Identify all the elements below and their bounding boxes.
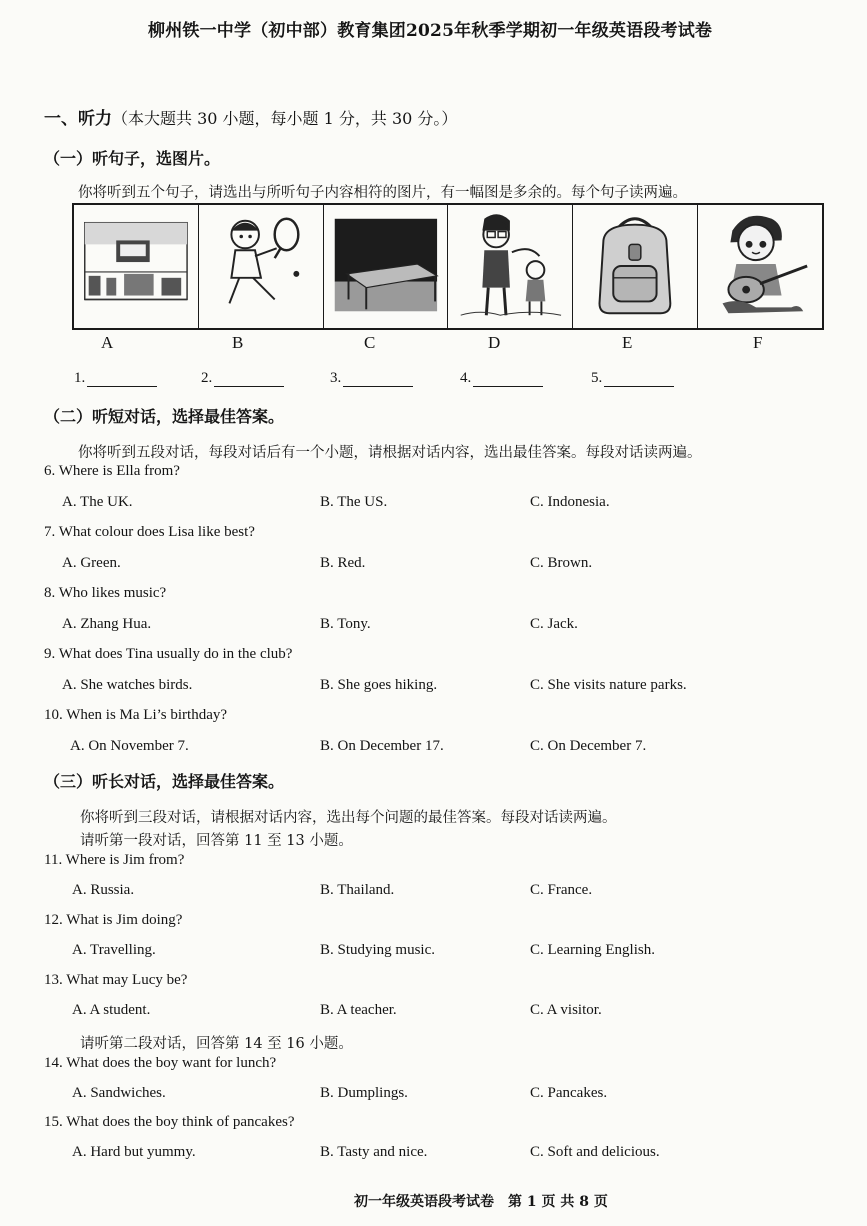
option-6c[interactable]: C. Indonesia. <box>530 494 610 510</box>
option-8b[interactable]: B. Tony. <box>320 616 371 632</box>
option-8c[interactable]: C. Jack. <box>530 616 578 632</box>
blank-line[interactable] <box>214 371 284 387</box>
option-12c[interactable]: C. Learning English. <box>530 942 655 958</box>
picture-c <box>324 205 449 328</box>
building-icon <box>74 205 198 328</box>
picture-label-c: C <box>364 333 376 352</box>
section3-sub-instruction-2: 请听第二段对话，回答第 14 至 16 小题。 <box>80 1036 353 1052</box>
tennis-girl-icon <box>199 205 323 328</box>
option-11b[interactable]: B. Thailand. <box>320 882 395 898</box>
option-7c[interactable]: C. Brown. <box>530 555 593 571</box>
picture-label-a: A <box>101 333 114 352</box>
question-9: 9. What does Tina usually do in the club? <box>44 646 293 662</box>
answer-blank-number: 4. <box>460 370 472 386</box>
option-13b[interactable]: B. A teacher. <box>320 1002 397 1018</box>
option-10a[interactable]: A. On November 7. <box>70 738 189 754</box>
picture-label-d: D <box>488 333 501 352</box>
option-9b[interactable]: B. She goes hiking. <box>320 677 438 693</box>
picture-d <box>448 205 573 328</box>
option-14c[interactable]: C. Pancakes. <box>530 1085 608 1101</box>
option-9c[interactable]: C. She visits nature parks. <box>530 677 687 693</box>
question-10: 10. When is Ma Li’s birthday? <box>44 707 228 723</box>
blank-line[interactable] <box>87 371 157 387</box>
option-15b[interactable]: B. Tasty and nice. <box>320 1144 428 1160</box>
part-heading-label: 一、听力 <box>44 109 112 129</box>
answer-blank-5[interactable] <box>591 370 674 387</box>
option-11a[interactable]: A. Russia. <box>72 882 135 898</box>
option-9a[interactable]: A. She watches birds. <box>62 677 193 693</box>
picture-a <box>74 205 199 328</box>
question-15: 15. What does the boy think of pancakes? <box>44 1114 295 1130</box>
section2-instruction: 你将听到五段对话，每段对话后有一个小题，请根据对话内容，选出最佳答案。每段对话读两遍。 <box>78 445 702 461</box>
section1-heading: （一）听句子，选图片。 <box>44 149 221 168</box>
picture-b <box>199 205 324 328</box>
question-6: 6. Where is Ella from? <box>44 463 180 479</box>
blank-line[interactable] <box>473 371 543 387</box>
option-14a[interactable]: A. Sandwiches. <box>72 1085 166 1101</box>
man-and-child-icon <box>448 205 572 328</box>
option-10b[interactable]: B. On December 17. <box>320 738 444 754</box>
option-13c[interactable]: C. A visitor. <box>530 1002 602 1018</box>
option-13a[interactable]: A. A student. <box>72 1002 151 1018</box>
question-7: 7. What colour does Lisa like best? <box>44 524 255 540</box>
boy-guitar-icon <box>698 205 822 328</box>
question-14: 14. What does the boy want for lunch? <box>44 1055 277 1071</box>
answer-blank-number: 5. <box>591 370 603 386</box>
option-7b[interactable]: B. Red. <box>320 555 366 571</box>
picture-label-f: F <box>753 333 763 352</box>
section2-heading: （二）听短对话，选择最佳答案。 <box>44 407 285 426</box>
page-footer: 初一年级英语段考试卷 第 1 页 共 8 页 <box>354 1194 608 1210</box>
section3-sub-instruction-1: 请听第一段对话，回答第 11 至 13 小题。 <box>80 833 353 849</box>
option-7a[interactable]: A. Green. <box>62 555 121 571</box>
option-11c[interactable]: C. France. <box>530 882 593 898</box>
part-heading <box>44 104 457 129</box>
option-14b[interactable]: B. Dumplings. <box>320 1085 408 1101</box>
answer-blank-3[interactable] <box>330 370 413 387</box>
classroom-desk-icon <box>324 205 448 328</box>
blank-line[interactable] <box>604 371 674 387</box>
question-13: 13. What may Lucy be? <box>44 972 188 988</box>
question-11: 11. Where is Jim from? <box>44 852 185 868</box>
part-heading-note: （本大题共 30 小题，每小题 1 分，共 30 分。） <box>112 109 458 128</box>
option-8a[interactable]: A. Zhang Hua. <box>62 616 152 632</box>
question-8: 8. Who likes music? <box>44 585 167 601</box>
answer-blank-number: 2. <box>201 370 213 386</box>
answer-blank-number: 1. <box>74 370 86 386</box>
section3-heading: （三）听长对话，选择最佳答案。 <box>44 772 285 791</box>
answer-blank-number: 3. <box>330 370 342 386</box>
option-10c[interactable]: C. On December 7. <box>530 738 647 754</box>
option-6a[interactable]: A. The UK. <box>62 494 133 510</box>
answer-blank-4[interactable] <box>460 370 543 387</box>
section1-instruction: 你将听到五个句子，请选出与所听句子内容相符的图片，有一幅图是多余的。每个句子读两遍。 <box>78 185 687 201</box>
option-15c[interactable]: C. Soft and delicious. <box>530 1144 660 1160</box>
answer-blank-2[interactable] <box>201 370 284 387</box>
picture-label-b: B <box>232 333 244 352</box>
option-12a[interactable]: A. Travelling. <box>72 942 156 958</box>
picture-f <box>698 205 822 328</box>
picture-label-e: E <box>622 333 633 352</box>
option-6b[interactable]: B. The US. <box>320 494 388 510</box>
option-12b[interactable]: B. Studying music. <box>320 942 436 958</box>
blank-line[interactable] <box>343 371 413 387</box>
section3-instruction: 你将听到三段对话，请根据对话内容，选出每个问题的最佳答案。每段对话读两遍。 <box>80 810 617 826</box>
option-15a[interactable]: A. Hard but yummy. <box>72 1144 196 1160</box>
picture-e <box>573 205 698 328</box>
backpack-icon <box>573 205 697 328</box>
question-12: 12. What is Jim doing? <box>44 912 183 928</box>
answer-blank-1[interactable] <box>74 370 157 387</box>
picture-strip <box>72 203 824 330</box>
exam-title: 柳州铁一中学（初中部）教育集团2025年秋季学期初一年级英语段考试卷 <box>148 21 713 41</box>
